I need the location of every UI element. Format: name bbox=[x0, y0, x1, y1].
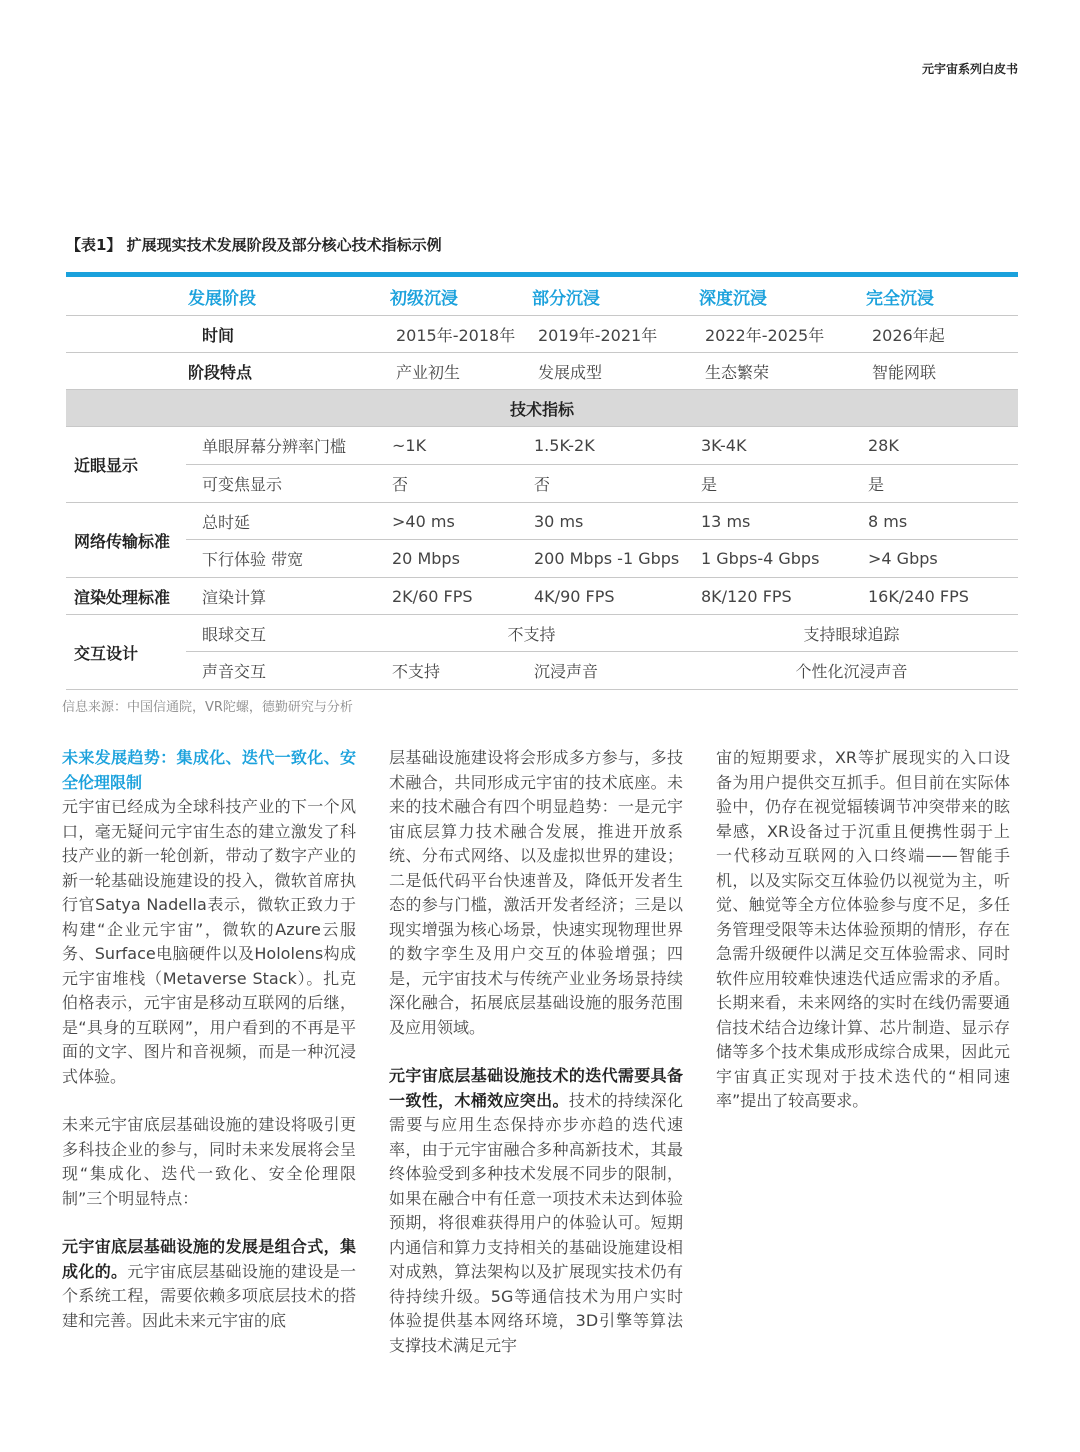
eye-value-tracking: 支持眼球追踪 bbox=[685, 615, 1018, 652]
article-column-1 bbox=[62, 746, 356, 1333]
display-value: 否 bbox=[518, 465, 685, 503]
paragraph-lead: 元宇宙底层基础设施技术的迭代需要具备一致性，木桶效应突出。 bbox=[389, 1066, 683, 1110]
render-category: 渲染处理标准 bbox=[66, 578, 186, 615]
feature-value: 智能网联 bbox=[852, 353, 1018, 390]
display-value: ~1K bbox=[378, 427, 518, 465]
xr-stage-table bbox=[66, 272, 1018, 690]
voice-value-unsupported: 不支持 bbox=[378, 652, 518, 690]
paragraph bbox=[389, 1064, 683, 1358]
voice-label: 声音交互 bbox=[186, 652, 378, 690]
display-row bbox=[66, 427, 1018, 465]
feature-row bbox=[66, 353, 1018, 390]
render-value: 2K/60 FPS bbox=[378, 578, 518, 615]
paragraph-body: 元宇宙底层基础设施的建设是一个系统工程，需要依赖多项底层技术的搭建和完善。因此未来元宇宙的底 bbox=[62, 1261, 356, 1330]
network-label: 下行体验 带宽 bbox=[186, 540, 378, 578]
display-label: 单眼屏幕分辨率门槛 bbox=[186, 427, 378, 465]
time-value: 2015年-2018年 bbox=[378, 316, 518, 353]
paragraph bbox=[62, 1235, 356, 1333]
interaction-row bbox=[66, 652, 1018, 690]
network-label: 总时延 bbox=[186, 503, 378, 540]
paragraph: 宙的短期要求，XR等扩展现实的入口设备为用户提供交互抓手。但目前在实际体验中，仍存在视觉辐辏调节冲突带来的眩晕感，XR设备过于沉重且便携性弱于上一代移动互联网的入口终端——智能手机，以及实际交互体验仍以视觉为主，听觉、触觉等全方位体验参与度不足，多任务管理受限等未达体验预期的情形，存在急需升级硬件以满足交互体验需求、同时软件应用较难快速迭代适应需求的矛盾。长期来看，未来网络的实时在线仍需要通信技术结合边缘计算、芯片制造、显示存储等多个技术集成形成综合成果，因此元宇宙真正实现对于技术迭代的“相同速率”提出了较高要求。 bbox=[716, 748, 1010, 1110]
article-column-2 bbox=[389, 746, 683, 1358]
stage-col-1: 初级沉浸 bbox=[378, 275, 518, 316]
network-value: 13 ms bbox=[685, 503, 852, 540]
network-value: >4 Gbps bbox=[852, 540, 1018, 578]
table-head-row bbox=[66, 275, 1018, 316]
table-caption: 【表1】 扩展现实技术发展阶段及部分核心技术指标示例 bbox=[66, 236, 442, 254]
time-value: 2019年-2021年 bbox=[518, 316, 685, 353]
network-row bbox=[66, 540, 1018, 578]
display-row bbox=[66, 465, 1018, 503]
eye-label: 眼球交互 bbox=[186, 615, 378, 652]
feature-label: 阶段特点 bbox=[186, 353, 378, 390]
paragraph-lead: 元宇宙底层基础设施的发展是组合式，集成化的。 bbox=[62, 1237, 356, 1281]
time-label: 时间 bbox=[186, 316, 378, 353]
network-value: 8 ms bbox=[852, 503, 1018, 540]
render-value: 16K/240 FPS bbox=[852, 578, 1018, 615]
voice-value-personalized: 个性化沉浸声音 bbox=[685, 652, 1018, 690]
paragraph: 未来元宇宙底层基础设施的建设将吸引更多科技企业的参与，同时未来发展将会呈现“集成化、迭代一致化、安全伦理限制”三个明显特点： bbox=[62, 1115, 356, 1208]
network-row bbox=[66, 503, 1018, 540]
render-value: 8K/120 FPS bbox=[685, 578, 852, 615]
source-note: 信息来源：中国信通院，VR陀螺，德勤研究与分析 bbox=[62, 700, 353, 715]
render-label: 渲染计算 bbox=[186, 578, 378, 615]
feature-value: 发展成型 bbox=[518, 353, 685, 390]
render-value: 4K/90 FPS bbox=[518, 578, 685, 615]
display-value: 28K bbox=[852, 427, 1018, 465]
interaction-category: 交互设计 bbox=[66, 615, 186, 690]
display-category: 近眼显示 bbox=[66, 427, 186, 503]
header-title: 元宇宙系列白皮书 bbox=[921, 62, 1018, 76]
stage-col-3: 深度沉浸 bbox=[685, 275, 852, 316]
display-value: 是 bbox=[685, 465, 852, 503]
time-value: 2022年-2025年 bbox=[685, 316, 852, 353]
section-heading: 未来发展趋势：集成化、迭代一致化、安全伦理限制 bbox=[62, 748, 356, 792]
network-value: 30 ms bbox=[518, 503, 685, 540]
feature-value: 生态繁荣 bbox=[685, 353, 852, 390]
stage-label: 发展阶段 bbox=[186, 275, 378, 316]
interaction-row bbox=[66, 615, 1018, 652]
render-row bbox=[66, 578, 1018, 615]
network-value: 1 Gbps-4 Gbps bbox=[685, 540, 852, 578]
paragraph: 元宇宙已经成为全球科技产业的下一个风口，毫无疑问元宇宙生态的建立激发了科技产业的新一轮创新，带动了数字产业的新一轮基础设施建设的投入，微软首席执行官Satya Nadella表示，微软正致力于构建“企业元宇宙”，微软的Azure云服务、Surface电脑硬件以及Hololens构成元宇宙堆栈（Metaverse Stack）。扎克伯格表示，元宇宙是移动互联网的后继，是“具身的互联网”，用户看到的不再是平面的文字、图片和音视频，而是一种沉浸式体验。 bbox=[62, 797, 356, 1086]
stage-col-4: 完全沉浸 bbox=[852, 275, 1018, 316]
indicator-band bbox=[66, 390, 1018, 427]
indicator-band-label: 技术指标 bbox=[66, 390, 1018, 427]
network-value: 200 Mbps -1 Gbps bbox=[518, 540, 685, 578]
time-row bbox=[66, 316, 1018, 353]
display-value: 否 bbox=[378, 465, 518, 503]
paragraph-body: 技术的持续深化需要与应用生态保持亦步亦趋的迭代速率，由于元宇宙融合多种高新技术，其最终体验受到多种技术发展不同步的限制，如果在融合中有任意一项技术未达到体验预期，将很难获得用户的体验认可。短期内通信和算力支持相关的基础设施建设相对成熟，算法架构以及扩展现实技术仍有待持续升级。5G等通信技术为用户实时体验提供基本网络环境，3D引擎等算法支撑技术满足元宇 bbox=[389, 1090, 683, 1355]
feature-value: 产业初生 bbox=[378, 353, 518, 390]
network-value: 20 Mbps bbox=[378, 540, 518, 578]
article-column-3 bbox=[716, 746, 1010, 1114]
stage-col-2: 部分沉浸 bbox=[518, 275, 685, 316]
voice-value-immersive: 沉浸声音 bbox=[518, 652, 685, 690]
paragraph: 层基础设施建设将会形成多方参与，多技术融合，共同形成元宇宙的技术底座。未来的技术融合有四个明显趋势：一是元宇宙底层算力技术融合发展，推进开放系统、分布式网络、以及虚拟世界的建设；二是低代码平台快速普及，降低开发者生态的参与门槛，激活开发者经济；三是以现实增强为核心场景，快速实现物理世界的数字孪生及用户交互的体验增强；四是，元宇宙技术与传统产业业务场景持续深化融合，拓展底层基础设施的服务范围及应用领域。 bbox=[389, 748, 683, 1037]
network-category: 网络传输标准 bbox=[66, 503, 186, 578]
display-label: 可变焦显示 bbox=[186, 465, 378, 503]
display-value: 1.5K-2K bbox=[518, 427, 685, 465]
display-value: 3K-4K bbox=[685, 427, 852, 465]
eye-value-unsupported: 不支持 bbox=[378, 615, 685, 652]
network-value: >40 ms bbox=[378, 503, 518, 540]
display-value: 是 bbox=[852, 465, 1018, 503]
time-value: 2026年起 bbox=[852, 316, 1018, 353]
